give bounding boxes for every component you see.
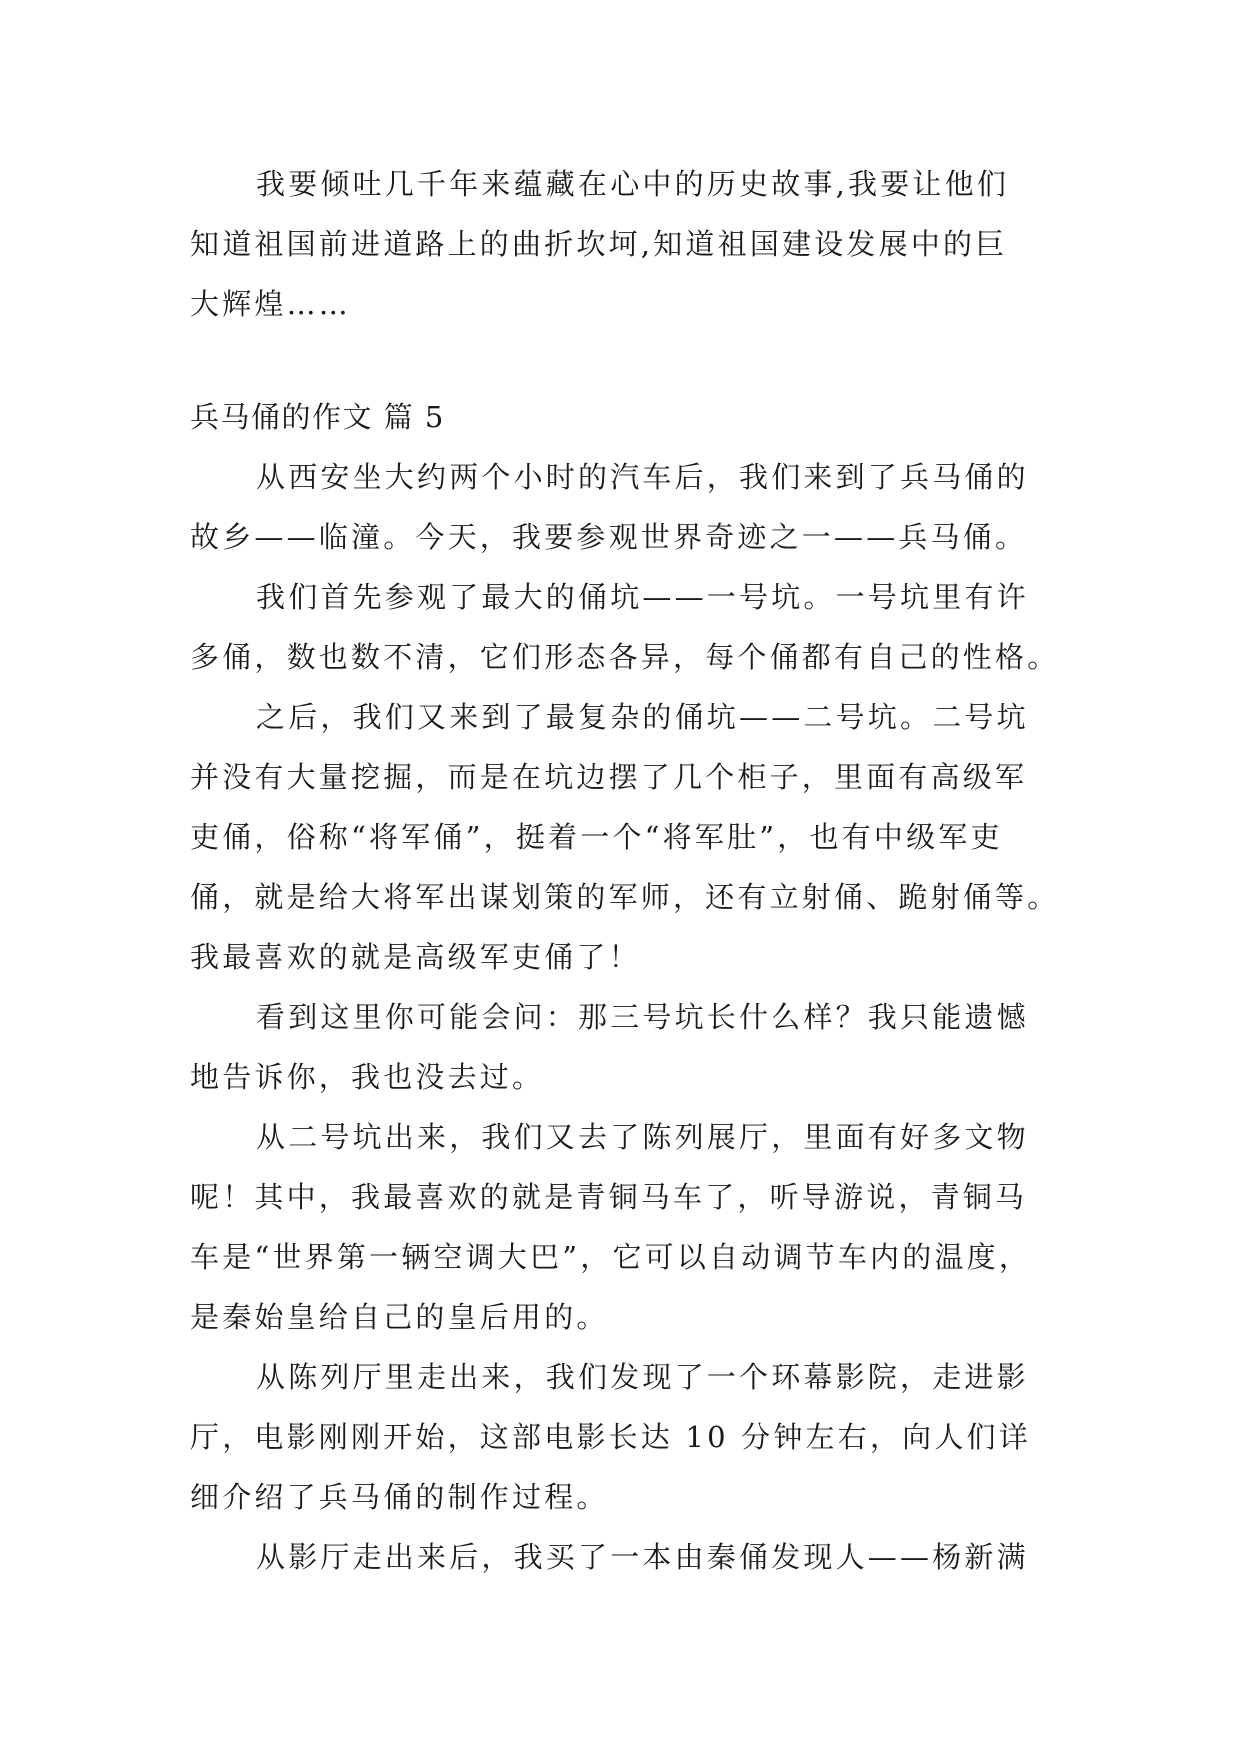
section-heading: 兵马俑的作文 篇 5 (190, 400, 445, 434)
text-line: 是秦始皇给自己的皇后用的。 (190, 1300, 609, 1334)
text-line: 从陈列厅里走出来，我们发现了一个环幕影院，走进影 (256, 1360, 1029, 1394)
text-line: 看到这里你可能会问：那三号坑长什么样？我只能遗憾 (256, 1000, 1029, 1034)
text-line: 俑，就是给大将军出谋划策的军师，还有立射俑、跪射俑等。 (190, 880, 1060, 914)
text-line: 厅，电影刚刚开始，这部电影长达 10 分钟左右，向人们详 (190, 1420, 1031, 1454)
text-line: 细介绍了兵马俑的制作过程。 (190, 1480, 609, 1514)
text-line: 我们首先参观了最大的俑坑——一号坑。一号坑里有许 (256, 580, 1029, 614)
text-line: 我要倾吐几千年来蕴藏在心中的历史故事,我要让他们 (256, 167, 1010, 201)
text-line: 并没有大量挖掘，而是在坑边摆了几个柜子，里面有高级军 (190, 760, 1028, 794)
text-line: 车是“世界第一辆空调大巴”，它可以自动调节车内的温度， (190, 1240, 1032, 1274)
text-line: 呢！其中，我最喜欢的就是青铜马车了，听导游说，青铜马 (190, 1180, 1028, 1214)
text-line: 我最喜欢的就是高级军吏俑了！ (190, 940, 641, 974)
text-line: 从二号坑出来，我们又去了陈列展厅，里面有好多文物 (256, 1120, 1029, 1154)
text-line: 大辉煌…… (190, 287, 352, 321)
text-line: 地告诉你，我也没去过。 (190, 1060, 545, 1094)
text-line: 之后，我们又来到了最复杂的俑坑——二号坑。二号坑 (256, 700, 1029, 734)
text-line: 多俑，数也数不清，它们形态各异，每个俑都有自己的性格。 (190, 640, 1060, 674)
text-line: 知道祖国前进道路上的曲折坎坷,知道祖国建设发展中的巨 (190, 227, 1008, 261)
text-line: 吏俑，俗称“将军俑”，挺着一个“将军肚”，也有中级军吏 (190, 820, 1003, 854)
text-line: 故乡——临潼。今天，我要参观世界奇迹之一——兵马俑。 (190, 520, 1028, 554)
text-line: 从影厅走出来后，我买了一本由秦俑发现人——杨新满 (256, 1540, 1029, 1574)
text-line: 从西安坐大约两个小时的汽车后，我们来到了兵马俑的 (256, 460, 1029, 494)
